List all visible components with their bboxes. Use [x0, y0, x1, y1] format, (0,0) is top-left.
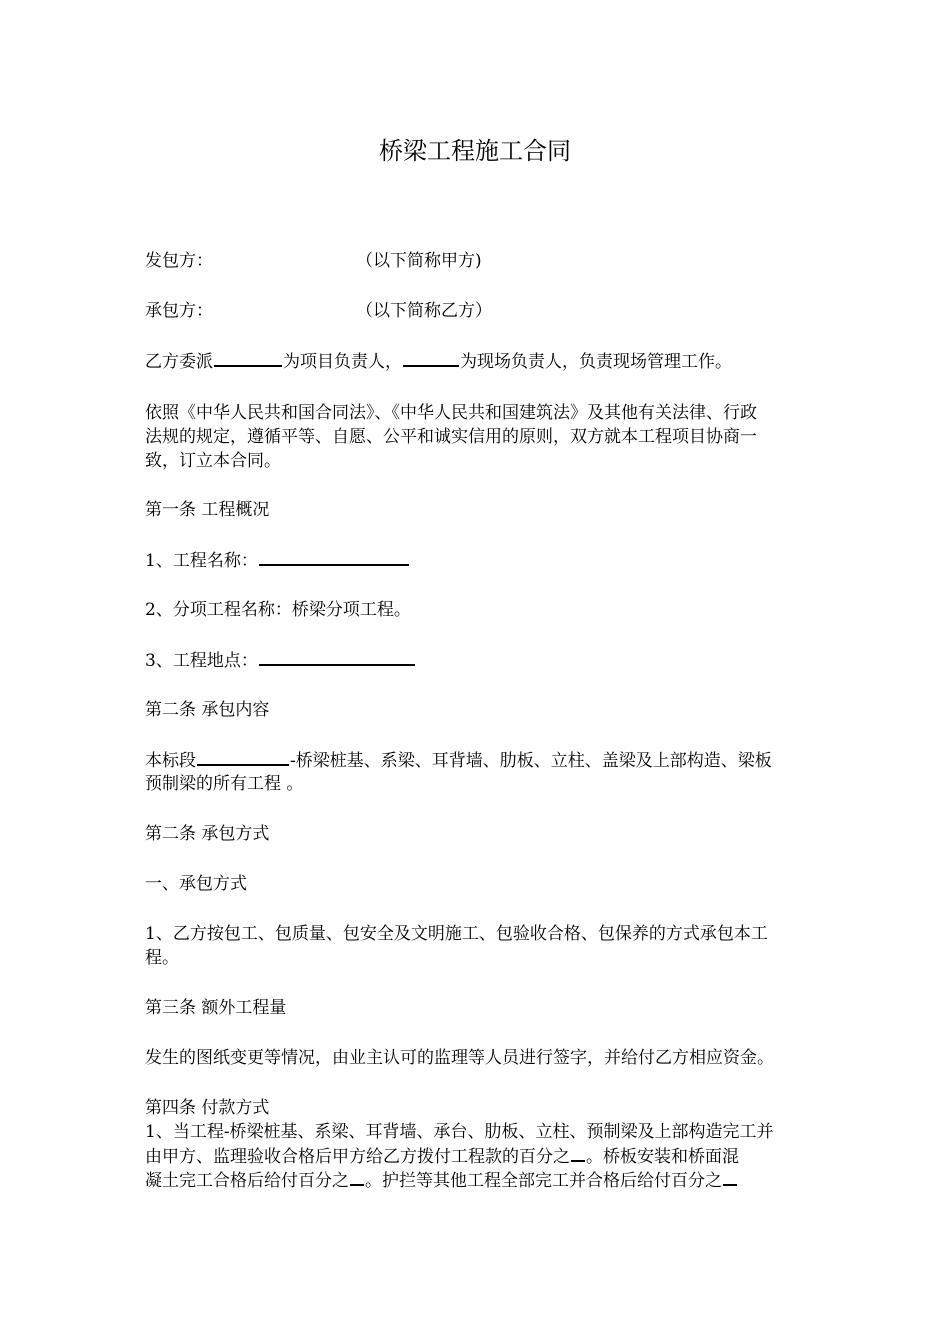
article-2b-line-2: 程。: [145, 948, 179, 968]
article-4-line-2: [145, 1144, 810, 1169]
fabao-label: 发包方：: [145, 251, 213, 271]
article-2-heading: 第二条 承包内容: [145, 700, 270, 720]
weipai-line: [145, 349, 810, 374]
blank-section: [197, 748, 289, 766]
weipai-text-b: 为项目负责人，: [283, 352, 402, 372]
blank-project-location: [259, 648, 415, 666]
chengbao-line: [145, 299, 810, 323]
blank-project-manager: [214, 349, 282, 367]
payment-text-1: 由甲方、监理验收合格后甲方给乙方拨付工程款的百分之: [145, 1147, 570, 1167]
intro-line-2: 法规的规定，遵循平等、自愿、公平和诚实信用的原则，双方就本工程项目协商一: [145, 427, 757, 447]
fabao-line: [145, 249, 810, 273]
payment-text-2: 。桥板安装和桥面混: [586, 1147, 739, 1167]
blank-site-manager: [403, 349, 459, 367]
article-2b-heading: 第二条 承包方式: [145, 824, 270, 844]
article-3-heading: 第三条 额外工程量: [145, 998, 287, 1018]
article-4-line-1: 1、当工程-桥梁桩基、系梁、耳背墙、承台、肋板、立柱、预制梁及上部构造完工并: [145, 1122, 774, 1142]
article-1-item-2: 2、分项工程名称：桥梁分项工程。: [145, 600, 411, 620]
page-title: 桥梁工程施工合同: [379, 137, 571, 165]
payment-text-4: 。护拦等其他工程全部完工并合格后给付百分之: [365, 1171, 722, 1191]
section-label: 本标段: [145, 751, 196, 771]
payment-text-3: 凝土完工合格后给付百分之: [145, 1171, 349, 1191]
article-1-heading: 第一条 工程概况: [145, 500, 270, 520]
chengbao-label: 承包方：: [145, 301, 213, 321]
article-2-line-1: [145, 748, 810, 773]
article-1-item-3: [145, 648, 810, 673]
blank-project-name: [259, 548, 409, 566]
article-2b-subheading: 一、承包方式: [145, 874, 247, 894]
fabao-note: （以下简称甲方): [356, 251, 482, 271]
weipai-text-a: 乙方委派: [145, 352, 213, 372]
weipai-text-c: 为现场负责人，负责现场管理工作。: [460, 352, 732, 372]
article-4-line-3: [145, 1168, 810, 1193]
intro-line-1: 依照《中华人民共和国合同法》、《中华人民共和国建筑法》及其他有关法律、行政: [145, 403, 757, 423]
article-3-text: 发生的图纸变更等情况，由业主认可的监理等人员进行签字，并给付乙方相应资金。: [145, 1048, 774, 1068]
article-2b-line-1: 1、乙方按包工、包质量、包安全及文明施工、包验收合格、包保养的方式承包本工: [145, 924, 768, 944]
chengbao-note: （以下简称乙方）: [356, 301, 492, 321]
blank-percent-1: [571, 1144, 585, 1162]
project-name-label: 1、工程名称：: [145, 551, 258, 571]
scope-text: -桥梁桩基、系梁、耳背墙、肋板、立柱、盖梁及上部构造、梁板: [290, 751, 772, 771]
project-location-label: 3、工程地点：: [145, 651, 258, 671]
article-2-line-2: 预制梁的所有工程 。: [145, 774, 304, 794]
blank-percent-3: [723, 1168, 737, 1186]
blank-percent-2: [350, 1168, 364, 1186]
article-4-heading: 第四条 付款方式: [145, 1098, 270, 1118]
intro-line-3: 致，订立本合同。: [145, 451, 281, 471]
article-1-item-1: [145, 548, 810, 573]
